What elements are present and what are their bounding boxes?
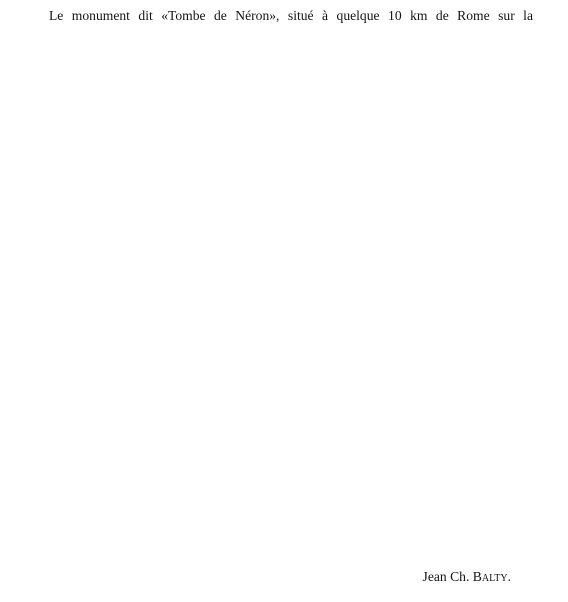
author-signature <box>423 569 511 585</box>
text-line <box>35 7 533 25</box>
text-run: Le monument dit «Tombe de Néron», situé à quelque 10 km de Rome sur la <box>49 8 533 23</box>
review-paragraph <box>35 7 533 25</box>
author-first-name: Jean Ch. <box>422 569 470 584</box>
author-surname: Balty. <box>472 569 511 584</box>
